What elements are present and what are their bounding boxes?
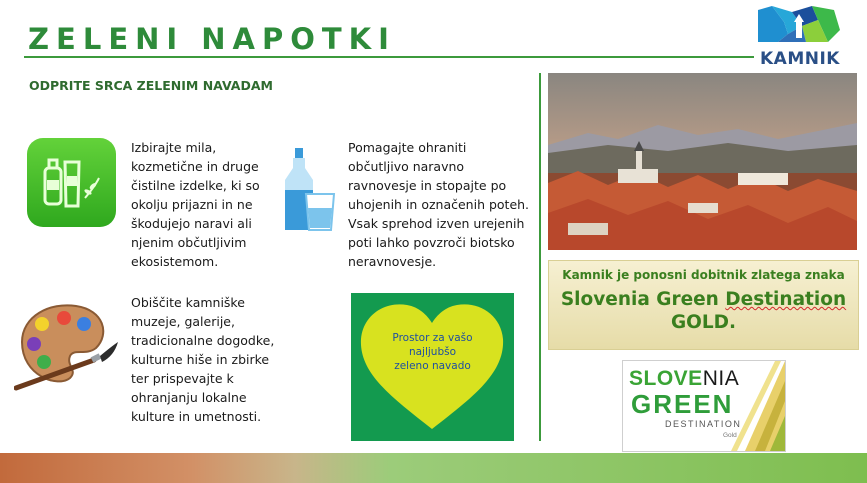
tip-line: muzeje, galerije,	[131, 314, 235, 329]
tip-line: ter prispevajte k	[131, 371, 234, 386]
tip-line: kozmetične in druge	[131, 159, 259, 174]
tip-products	[131, 138, 296, 271]
award-line-2	[549, 289, 858, 310]
tip-paths	[348, 138, 533, 271]
logo-text: KAMNIK	[760, 49, 840, 69]
tip-line: čistilne izdelke, ki so	[131, 178, 260, 193]
award-line-2b: Destination	[725, 289, 847, 310]
tip-line: kulturne hiše in zbirke	[131, 352, 270, 367]
tip-line: Obiščite kamniške	[131, 295, 245, 310]
page-title: ZELENI NAPOTKI	[28, 22, 396, 56]
tip-line: njenim občutljivim	[131, 235, 247, 250]
tip-culture	[131, 293, 301, 426]
footer-band	[0, 453, 867, 483]
tip-line: Izbirajte mila,	[131, 140, 217, 155]
award-line-1: Kamnik je ponosni dobitnik zlatega znaka	[562, 268, 845, 282]
tip-line: poti lahko povzroči biotsko	[348, 235, 515, 250]
eco-products-icon	[27, 138, 116, 227]
column-divider	[539, 73, 541, 441]
tip-line: ekosistemom.	[131, 254, 219, 269]
paint-palette-icon	[14, 298, 119, 392]
green-habit-heart-card	[351, 293, 514, 441]
tip-line: občutljivo naravno	[348, 159, 465, 174]
heart-text	[351, 331, 514, 373]
award-line-3: GOLD.	[670, 312, 737, 333]
water-bottle-glass-icon	[284, 146, 336, 234]
heart-line: najljubšo	[408, 346, 457, 358]
title-underline	[24, 56, 754, 58]
badge-gold: Gold	[723, 432, 737, 439]
heart-line: Prostor za vašo	[392, 332, 473, 344]
tip-line: ohranjanju lokalne	[131, 390, 247, 405]
tip-line: okolju prijazni in ne	[131, 197, 253, 212]
award-box	[548, 260, 859, 350]
badge-destination: DESTINATION	[665, 419, 742, 429]
tip-line: neravnovesje.	[348, 254, 437, 269]
badge-slovenia: SLOVENIA	[629, 367, 740, 390]
slovenia-green-destination-badge	[622, 360, 786, 452]
heart-line: zeleno navado	[394, 360, 471, 372]
award-line-2a: Slovenia Green	[560, 289, 726, 310]
kamnik-logo-icon	[758, 4, 840, 48]
badge-green: GREEN	[631, 389, 734, 419]
page-subtitle: ODPRITE SRCA ZELENIM NAVADAM	[29, 78, 273, 93]
kamnik-town-photo	[548, 73, 857, 250]
tip-line: Pomagajte ohraniti	[348, 140, 467, 155]
tip-line: tradicionalne dogodke,	[131, 333, 275, 348]
tip-line: Vsak sprehod izven urejenih	[348, 216, 525, 231]
tip-line: škodujejo naravi ali	[131, 216, 252, 231]
tip-line: uhojenih in označenih poteh.	[348, 197, 530, 212]
tip-line: kulture in umetnosti.	[131, 409, 262, 424]
tip-line: ravnovesje in stopajte po	[348, 178, 507, 193]
